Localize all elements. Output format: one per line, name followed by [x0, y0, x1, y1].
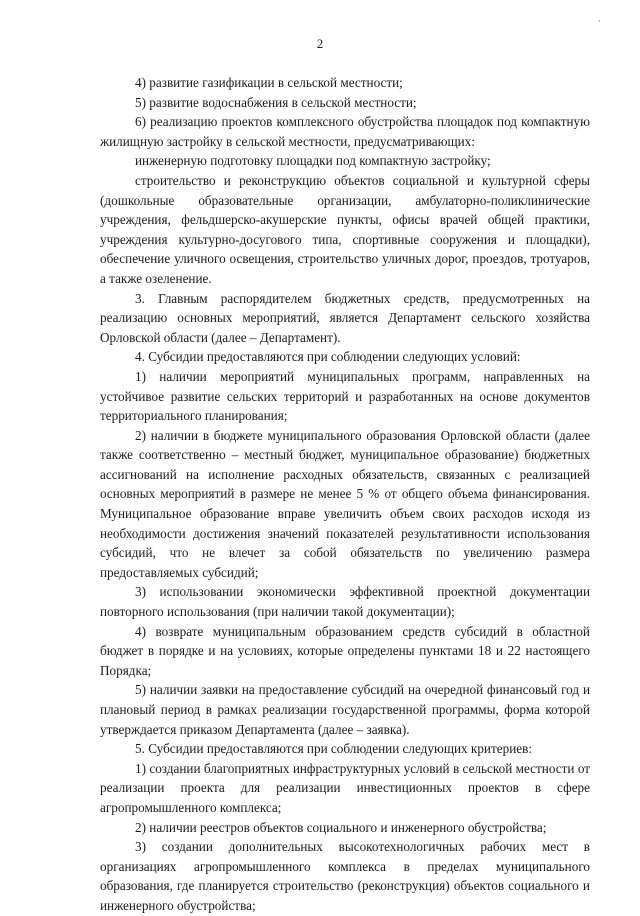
paragraph: 5. Субсидии предоставляются при соблюдении следующих критериев: [135, 741, 532, 757]
paragraph: 5) наличии заявки на предоставление субсидий на очередной финансовый год и плановый период в рамках реализации государственной программы, форма которой утверждается приказом Департамента (далее – заявка). [100, 682, 590, 737]
paragraph: 5) развитие водоснабжения в сельской местности; [135, 94, 417, 110]
paragraph: 3. Главным распорядителем бюджетных средств, предусмотренных на реализацию основных мероприятий, является Департамент сельского хозяйства Орловской области (далее – Департамент). [100, 290, 590, 345]
paragraph: 4) развитие газификации в сельской местности; [135, 75, 403, 90]
page-number: 2 [316, 36, 324, 51]
paragraph: 3) создании дополнительных высокотехнологичных рабочих мест в организациях агропромышленного комплекса в пределах муниципального образования, где планируется строительство (реконструкция) объектов социального и инженерного обустройства; [100, 839, 590, 913]
paragraph: строительство и реконструкцию объектов социальной и культурной сферы (дошкольные образовательные организации, амбулаторно-поликлинические учреждения, фельдшерско-акушерские пункты, офисы врачей общей практики, учреждения культурно-досугового типа, спортивные сооружения и площадки), обеспечение уличного освещения, строительство уличных дорог, проездов, тротуаров, а также озеленение. [100, 172, 590, 286]
paragraph: 6) реализацию проектов комплексного обустройства площадок под компактную жилищную застройку в сельской местности, предусматривающих: [100, 114, 590, 149]
paragraph: 3) использовании экономически эффективной проектной документации повторного использования (при наличии такой документации); [100, 584, 590, 620]
corner-mark: · [598, 16, 601, 26]
paragraph: 2) наличии в бюджете муниципального образования Орловской области (далее также соответственно – местный бюджет, муниципальное образование) бюджетных ассигнований на исполнение расходных обязательств, связанных с реализацией основных мероприятий в размере не менее 5 % от общего объема финансирования. Муниципальное образование вправе увеличить объем своих расходов исходя из необходимости достижения значений показателей результативности использования субсидий, что не влечет за собой обязательств по увеличению размера предоставляемых субсидий; [100, 427, 590, 580]
paragraph: 4. Субсидии предоставляются при соблюдении следующих условий: [135, 349, 521, 365]
paragraph: инженерную подготовку площадки под компактную застройку; [135, 153, 491, 169]
document-body [100, 73, 590, 916]
paragraph: 1) создании благоприятных инфраструктурных условий в сельской местности от реализации проекта для реализации инвестиционных проектов в сфере агропромышленного комплекса; [100, 760, 590, 815]
paragraph: 1) наличии мероприятий муниципальных программ, направленных на устойчивое развитие сельских территорий и разработанных на основе документов территориального планирования; [100, 368, 590, 424]
paragraph: 4) возврате муниципальным образованием средств субсидий в областной бюджет в порядке и на условиях, которые определены пунктами 18 и 22 настоящего Порядка; [100, 623, 590, 678]
paragraph: 2) наличии реестров объектов социального и инженерного обустройства; [135, 819, 547, 835]
